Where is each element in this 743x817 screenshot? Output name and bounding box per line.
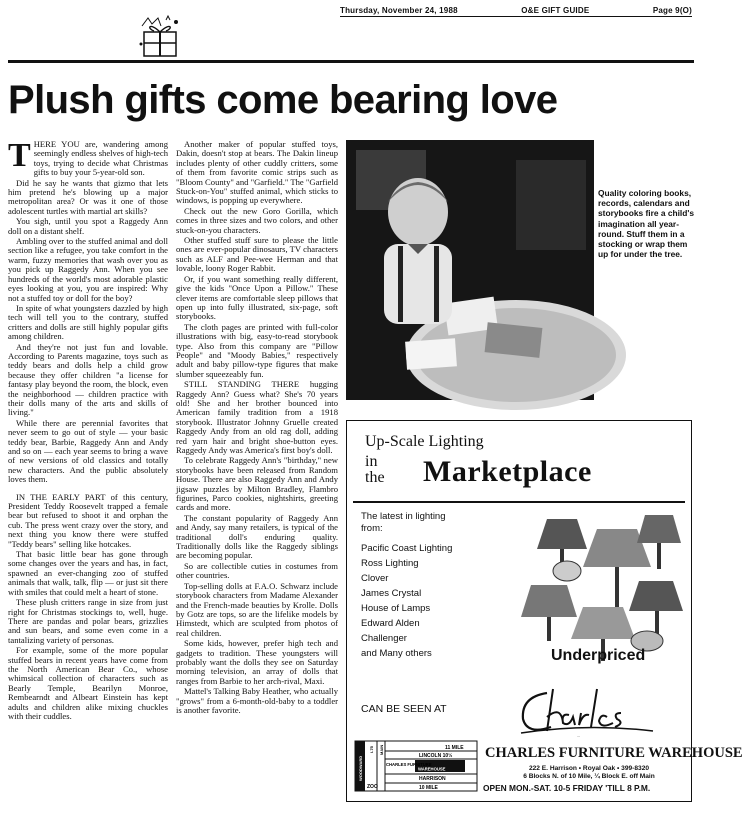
paragraph: These plush critters range in size from just right for Christmas stockings to, well, huge. There are pandas and polar bears, grizzlies and sun bears, and some even come in a tantalizing variety of personas. (8, 597, 168, 645)
brand-item: Edward Alden (361, 618, 420, 629)
paragraph: You sigh, until you spot a Raggedy Ann doll on a distant shelf. (8, 216, 168, 236)
address-line: 222 E. Harrison • Royal Oak • 399-8320 (528, 765, 650, 772)
paragraph: Or, if you want something really different, give the kids "Once Upon a Pillow." These clever items are comfortable sleep pillows that open up into fully illustrated, six-page, soft storybooks. (176, 273, 338, 322)
brand-item: Ross Lighting (361, 558, 419, 569)
map-i75: I-75 (369, 746, 374, 753)
drop-cap: T (8, 137, 31, 174)
paragraph: HERE YOU are, wandering among seemingly endless shelves of high-tech toys, trying to decide what Christmas gifts to buy your 5-year-old son. (33, 139, 168, 178)
paragraph: The constant popularity of Raggedy Ann and Andy, say many retailers, is typical of the traditional doll's enduring quality. Traditionally dolls like the Raggedy siblings are becoming popular. (176, 512, 338, 561)
underpriced-label: Underpriced (551, 647, 646, 664)
paragraph: Check out the new Goro Gorilla, which comes in three sizes and two colors, and other stuck-on-you characters. (176, 205, 338, 235)
paragraph: IN THE EARLY PART of this century, President Teddy Roosevelt trapped a female bear but refused to shoot it and orphan the cub. The press went crazy over the story, and next thing you know there were stuffed "Teddy bears" selling like hotcakes. (8, 491, 168, 549)
brand-item: House of Lamps (361, 603, 431, 614)
headline: Plush gifts come bearing love (8, 78, 558, 122)
map-harrison: HARRISON (419, 776, 446, 782)
lighting-advertisement (346, 420, 743, 802)
paragraph: To celebrate Raggedy Ann's "birthday," new storybooks have been released from Random House. There are also Raggedy Ann and Andy jigsaw puzzles by Milton Bradley, Flambro figurines, Parco cookies, nightshirts, greeting cards and more. (176, 455, 338, 513)
article-column-2 (176, 140, 338, 805)
paragraph: Another maker of popular stuffed toys, Dakin, doesn't stop at bears. The Dakin lineup includes plenty of other cuddly critters, some of them from favorite comic strips such as "Bloom County" and "Garfield." The "Garfield Stuck-on-You" stuffed animal, which sticks to windows, is popping up everywhere. (176, 139, 339, 206)
map-warehouse: WAREHOUSE (418, 766, 446, 772)
child-with-books-photo (346, 140, 594, 400)
map-woodward: WOODWARD (358, 755, 363, 781)
store-name: CHARLES FURNITURE WAREHOUSE (485, 745, 743, 761)
paragraph: While there are perennial favorites that never seem to go out of style — your basic teddy bear, Barbie, Raggedy Ann and Andy and so on — each year seems to bring a wave of new versions of old classics and totally new characters. And the public absolutely loves them. (8, 417, 168, 485)
top-rule (8, 60, 694, 63)
paragraph: Did he say he wants that gizmo that lets him pretend he's blowing up a major metropolitan area? Or was it one of those adolescent turtles with martial art skills? (8, 177, 168, 216)
paragraph: The cloth pages are printed with full-color illustrations with big, easy-to-read storybook type. Also from this company are "Pillow People" and "Moody Babies," respectively adult and baby pillow-type figures that make slumber squeezeably fun. (176, 321, 338, 379)
paragraph: Other stuffed stuff sure to please the little ones are ever-popular dinosaurs, TV characters such as ALF and Pee-wee Herman and that lovable, loony Roger Rabbit. (176, 235, 338, 274)
brand-item: and Many others (361, 648, 432, 659)
ad-divider (353, 501, 685, 503)
ad-title-in: in (365, 453, 378, 470)
brand-item: James Crystal (361, 588, 422, 599)
ad-title-the: the (365, 469, 385, 486)
gift-box-icon (136, 14, 184, 58)
ad-title-marketplace: Marketplace (423, 455, 592, 488)
map-11-mile: 11 MILE (445, 745, 464, 751)
paragraph: So are collectible cuties in costumes from other countries. (176, 560, 338, 581)
paragraph: For example, some of the more popular stuffed bears in recent years have come from the North American Bear Co., whose whimsical collection of characters such as Bearly Temple, Bearilyn Monroe, Rembearndt and Albeart Einstein has kept adults and children alike mixing chuckles with their cuddles. (8, 645, 168, 721)
ad-intro: The latest in lighting from: (361, 511, 446, 534)
header-page: Page 9(O) (652, 6, 692, 15)
charles-signature-logo (517, 683, 657, 739)
brand-item: Pacific Coast Lighting (361, 543, 453, 554)
header-date: Thursday, November 24, 1988 (340, 6, 458, 15)
map-zoo: ZOO (367, 784, 378, 790)
brand-item: Clover (361, 573, 389, 584)
store-hours: OPEN MON.-SAT. 10-5 FRIDAY 'TILL 8 P.M. (483, 783, 651, 793)
article-column-1 (8, 137, 168, 805)
paragraph: Some kids, however, prefer high tech and gadgets to tradition. These youngsters will probably want the dolls they see on Saturday morning television, an array of dolls that ranges from Barbie to her arch-rival, Maxi. (176, 638, 338, 686)
map-10-mile: 10 MILE (419, 785, 438, 791)
header-section: O&E GIFT GUIDE (521, 6, 590, 15)
photo-caption: Quality coloring books, records, calendars and storybooks fire a child's imagination all year-round. Stuff them in a stocking or wrap them up for under the tree. (598, 188, 695, 260)
photo-image (346, 140, 594, 400)
directions-line: 6 Blocks N. of 10 Mile, ¼ Block E. off Main (523, 773, 655, 780)
location-map (355, 741, 477, 791)
paragraph: Ambling over to the stuffed animal and doll section like a refugee, you take comfort in the warm, fuzzy memories that wash over you as you pick up Raggedy Ann. When you see hundreds of the world's most adorable plastic eyes looking at you, you are inspired: Why not a stuffed toy or doll for the boy? (8, 236, 168, 303)
lamps-illustration (527, 509, 685, 669)
paragraph: Top-selling dolls at F.A.O. Schwarz include storybook characters from Madame Alexander and the French-made beauties by Krolle. Dolls by Gotz are tops, so are the lifelike models by Himstedt, which are sculpted from photos of real children. (176, 580, 338, 638)
paragraph: STILL STANDING THERE hugging Raggedy Ann? Guess what? She's 70 years old! She and her brother bounced into American family tradition from a 1918 storybook. Illustrator Johnny Gruelle created Raggedy Andy from an old rag doll, adding red yarn hair and bright shoe-button eyes. Raggedy Andy was America's first boy's doll. (176, 379, 338, 455)
page-header (340, 6, 692, 17)
paragraph: In spite of what youngsters dazzled by high tech will tell you to the contrary, stuffed critters and dolls are still highly popular gifts among children. (8, 302, 168, 342)
store-address (499, 765, 679, 781)
paragraph: That basic little bear has gone through some changes over the years and has, in fact, spawned an ever-changing zoo of stuffed animals that walk, talk, flip — or just sit there with smiles that could melt a heart of stone. (8, 549, 168, 597)
brand-item: Challenger (361, 633, 407, 644)
paragraph: Mattel's Talking Baby Heather, who actually "grows" from a 6-month-old-baby to a toddler is another favorite. (176, 686, 338, 715)
paragraph: And they're not just fun and lovable. According to Parents magazine, toys such as teddy bears and dolls help a child grow because they offer children "a license for fantasy play beyond the room, the block, even the neighborhood — children practice with their dolls many of the arts and skills of living." (8, 341, 168, 418)
can-be-seen-at: CAN BE SEEN AT (361, 703, 447, 715)
ad-title-top: Up-Scale Lighting (365, 433, 484, 450)
signature-text: Charles (577, 737, 581, 738)
map-cfw: CHARLES FURNITURE (386, 762, 432, 767)
map-main: MAIN (379, 744, 384, 755)
map-lincoln: LINCOLN 10½ (419, 753, 453, 759)
brand-list (361, 541, 452, 661)
